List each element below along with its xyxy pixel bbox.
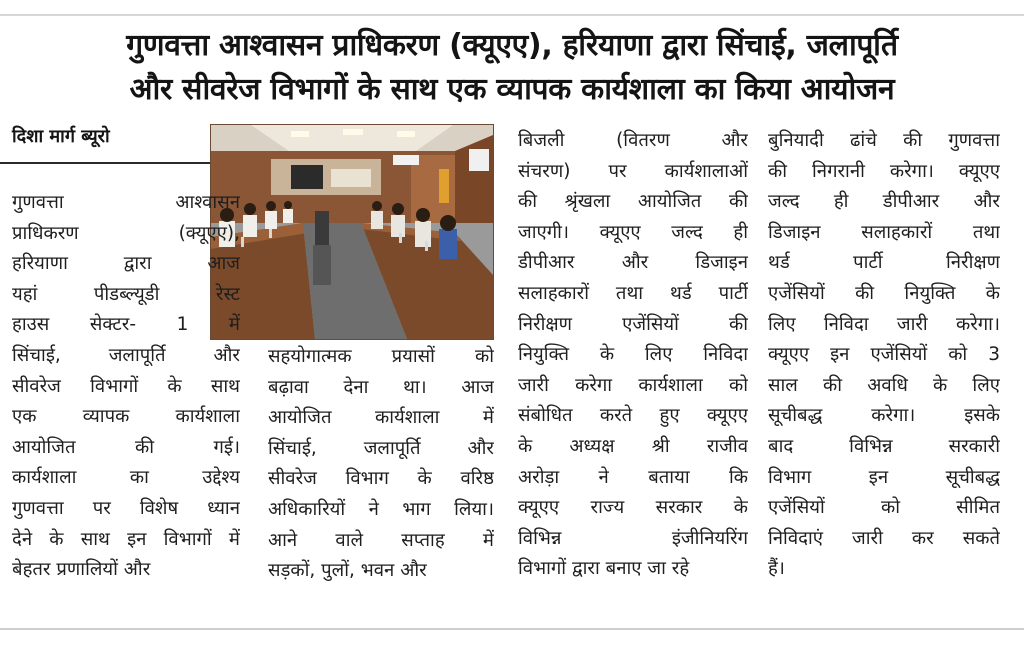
top-rule [0, 14, 1024, 16]
article-line: सीवरेज विभागों के साथ [12, 375, 240, 397]
article-line: विभाग इन सूचीबद्ध [768, 466, 1000, 488]
article-line: सिंचाई, जलापूर्ति और [12, 344, 240, 366]
article-line: सिंचाई, जलापूर्ति और [268, 437, 494, 459]
article-line: संबोधित करते हुए क्यूएए [518, 405, 748, 427]
article-line: गुणवत्ता पर विशेष ध्यान [12, 497, 240, 519]
article-line: प्राधिकरण (क्यूएए), [12, 222, 240, 244]
article-line: आने वाले सप्ताह में [268, 529, 494, 551]
article-line: बिजली (वितरण और [518, 130, 748, 151]
article-line: हरियाणा द्वारा आज [12, 253, 240, 275]
article-line: लिए निविदा जारी करेगा। [768, 313, 1000, 335]
article-line: आयोजित की गई। [12, 436, 240, 458]
article-column-4 [768, 126, 1000, 585]
article-column-3 [518, 126, 748, 585]
headline-line-2: और सीवरेज विभागों के साथ एक व्यापक कार्यशाला का किया आयोजन [129, 72, 895, 107]
article-line: हाउस सेक्टर- 1 में [12, 314, 240, 336]
article-line: जाएगी। क्यूएए जल्द ही [518, 221, 748, 243]
meeting-photo-icon [211, 125, 493, 339]
article-line: गुणवत्ता आश्वासन [12, 192, 240, 213]
article-line: सलाहकारों तथा थर्ड पार्टी [518, 282, 748, 304]
article-line: सीवरेज विभाग के वरिष्ठ [268, 468, 494, 490]
article-line: अधिकारियों ने भाग लिया। [268, 498, 494, 520]
article-line: बेहतर प्रणालियों और [12, 559, 151, 581]
article-line: एजेंसियों की नियुक्ति के [768, 282, 1000, 304]
article-line: थर्ड पार्टी निरीक्षण [768, 252, 1000, 274]
article-line: की निगरानी करेगा। क्यूएए [768, 160, 1000, 182]
article-line: विभागों द्वारा बनाए जा रहे [518, 558, 690, 580]
article-line: निरीक्षण एजेंसियों की [518, 313, 748, 335]
article-line: हैं। [768, 558, 785, 580]
article-line: कार्यशाला का उद्देश्य [12, 467, 240, 489]
article-line: जल्द ही डीपीआर और [768, 191, 1000, 213]
headline [0, 24, 1024, 112]
article-line: डीपीआर और डिजाइन [518, 252, 748, 274]
headline-line-1: गुणवत्ता आश्वासन प्राधिकरण (क्यूएए), हरियाणा द्वारा सिंचाई, जलापूर्ति [126, 28, 898, 63]
article-line: संचरण) पर कार्यशालाओं [518, 160, 748, 182]
article-line: बढ़ावा देना था। आज [268, 376, 494, 398]
article-line: देने के साथ इन विभागों में [12, 528, 240, 550]
article-line: डिजाइन सलाहकारों तथा [768, 221, 1000, 243]
article-line: के अध्यक्ष श्री राजीव [518, 435, 748, 457]
article-line: क्यूएए इन एजेंसियों को 3 [768, 344, 1000, 366]
article-line: निविदाएं जारी कर सकते [768, 527, 1000, 549]
article-line: सड़कों, पुलों, भवन और [268, 560, 427, 582]
article-line: क्यूएए राज्य सरकार के [518, 497, 748, 519]
article-line: बुनियादी ढांचे की गुणवत्ता [768, 130, 1000, 151]
article-column-2 [268, 342, 494, 587]
article-line: बाद विभिन्न सरकारी [768, 435, 1000, 457]
byline-rule [0, 162, 210, 164]
article-line: साल की अवधि के लिए [768, 374, 1000, 396]
article-line: आयोजित कार्यशाला में [268, 407, 494, 429]
article-line: सहयोगात्मक प्रयासों को [268, 346, 494, 367]
article-column-1 [12, 188, 240, 586]
article-line: सूचीबद्ध करेगा। इसके [768, 405, 1000, 427]
byline: दिशा मार्ग ब्यूरो [12, 126, 110, 147]
article-line: की श्रृंखला आयोजित की [518, 191, 748, 213]
article-line: एक व्यापक कार्यशाला [12, 406, 240, 428]
article-line: विभिन्न इंजीनियरिंग [518, 527, 748, 549]
meeting-photo [210, 124, 494, 340]
article-line: जारी करेगा कार्यशाला को [518, 374, 748, 396]
article-line: नियुक्ति के लिए निविदा [518, 344, 748, 366]
article-line: यहां पीडब्ल्यूडी रेस्ट [12, 283, 240, 305]
article-line: अरोड़ा ने बताया कि [518, 466, 748, 488]
bottom-rule [0, 628, 1024, 630]
article-line: एजेंसियों को सीमित [768, 497, 1000, 519]
